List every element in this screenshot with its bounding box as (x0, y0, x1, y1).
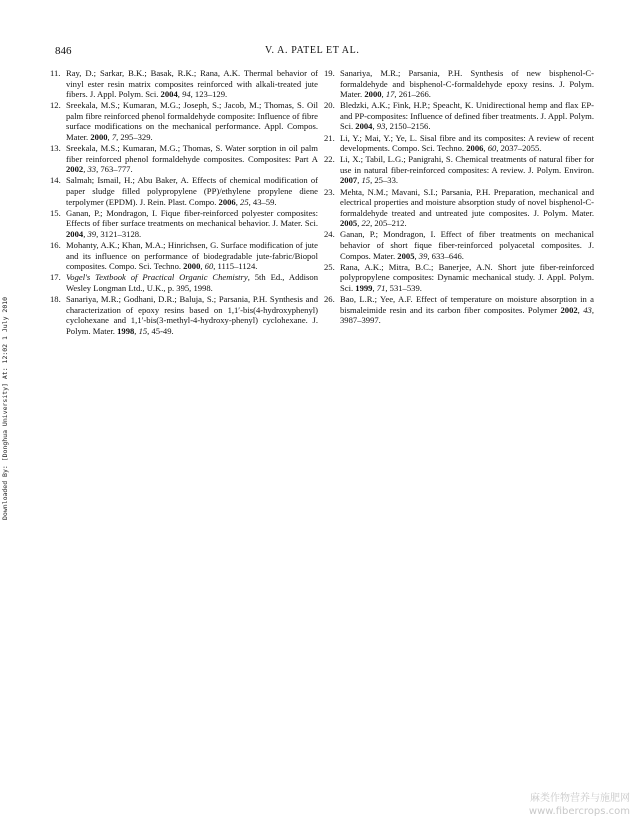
reference-item: 24. Ganan, P.; Mondragon, I. Effect of fiber treatments on mechanical behavior of short fique fiber-reinforced polyacetal composites. J. Compos. Mater. 2005, 39, 633–646. (324, 229, 594, 261)
reference-item: 22. Li, X.; Tabil, L.G.; Panigrahi, S. Chemical treatments of natural fiber for use in natural fiber-reinforced composites: A review. J. Polym. Environ. 2007, 15, 25–33. (324, 154, 594, 186)
reference-number: 22. (324, 154, 335, 165)
references-right-column (324, 68, 594, 326)
reference-number: 12. (50, 100, 61, 111)
reference-number: 11. (50, 68, 61, 78)
reference-number: 15. (50, 207, 61, 218)
reference-item: 23. Mehta, N.M.; Mavani, S.I.; Parsania, P.H. Preparation, mechanical and electrical properties and moisture absorption study of novel bisphenol-C-formaldehyde treated and untreated jute composites. J. Polym. Mater. 2005, 22, 205–212. (324, 186, 594, 229)
reference-item: 20. Bledzki, A.K.; Fink, H.P.; Speacht, K. Unidirectional hemp and flax EP- and PP-composites: Influence of defined fiber treatments. J. Appl. Polym. Sci. 2004, 93, 2150–2156. (324, 100, 594, 132)
reference-item: 19. Sanariya, M.R.; Parsania, P.H. Synthesis of new bisphenol-C-formaldehyde and bisphenol-C-formaldehyde epoxy resins. J. Polym. Mater. 2000, 17, 261–266. (324, 68, 594, 100)
reference-number: 20. (324, 100, 335, 111)
reference-item: 21. Li, Y.; Mai, Y.; Ye, L. Sisal fibre and its composites: A review of recent developments. Compo. Sci. Techno. 2006, 60, 2037–2055. (324, 132, 594, 154)
reference-item: 17. Vogel's Textbook of Practical Organic Chemistry, 5th Ed., Addison Wesley Longman Ltd., U.K., p. 395, 1998. (50, 272, 318, 293)
reference-number: 14. (50, 175, 61, 186)
reference-number: 18. (50, 293, 61, 304)
running-head: V. A. PATEL ET AL. (265, 45, 360, 56)
page-number: 846 (55, 45, 72, 57)
download-stamp: Downloaded By: [Donghua University] At: 12:02 1 July 2010 (1, 296, 9, 520)
reference-item: 14. Salmah; Ismail, H.; Abu Baker, A. Effects of chemical modification of paper sludge filled polypropylene (PP)/ethylene propylene diene terpolymer (EPDM). J. Rein. Plast. Compo. 2006, 25, 43–59. (50, 175, 318, 207)
reference-item: 26. Bao, L.R.; Yee, A.F. Effect of temperature on moisture absorption in a bismaleimide resin and its carbon fiber composites. Polymer 2002, 43, 3987–3997. (324, 293, 594, 326)
reference-number: 17. (50, 272, 61, 283)
reference-number: 21. (324, 132, 335, 143)
references-left-column (50, 68, 318, 337)
reference-number: 16. (50, 240, 61, 250)
reference-number: 26. (324, 293, 335, 304)
site-watermark (512, 792, 630, 818)
reference-number: 24. (324, 229, 335, 240)
reference-item: 25. Rana, A.K.; Mitra, B.C.; Banerjee, A.N. Short jute fiber-reinforced polypropylene composites: Dynamic mechanical study. J. Appl. Polym. Sci. 1999, 71, 531–539. (324, 261, 594, 293)
reference-item: 12. Sreekala, M.S.; Kumaran, M.G.; Joseph, S.; Jacob, M.; Thomas, S. Oil palm fibre reinforced phenol formaldehyde composite: Influence of fibre surface modifications on the mechanical performance. Appl. Compos. Mater. 2000, 7, 295–329. (50, 100, 318, 143)
reference-item: 11. Ray, D.; Sarkar, B.K.; Basak, R.K.; Rana, A.K. Thermal behavior of vinyl ester resin matrix composites reinforced with alkali-treated jute fibers. J. Appl. Polym. Sci. 2004, 94, 123–129. (50, 68, 318, 100)
reference-number: 23. (324, 186, 335, 197)
reference-number: 19. (324, 68, 335, 78)
reference-item: 16. Mohanty, A.K.; Khan, M.A.; Hinrichsen, G. Surface modification of jute and its influence on performance of biodegradable jute-fabric/Biopol composites. Compo. Sci. Techno. 2000, 60, 1115–1124. (50, 240, 318, 272)
reference-number: 25. (324, 261, 335, 272)
watermark-line-chinese: 麻类作物营养与施肥网 (530, 793, 630, 804)
reference-item: 18. Sanariya, M.R.; Godhani, D.R.; Baluja, S.; Parsania, P.H. Synthesis and characterization of epoxy resins based on 1,1′-bis(4-hydroxyphenyl) cyclohexane and 1,1′-bis(3-methyl-4-hydroxy-phenyl) cyclohexane. J. Polym. Mater. 1998, 15, 45-49. (50, 293, 318, 336)
watermark-line-url: www.fibercrops.com (528, 806, 630, 817)
reference-item: 15. Ganan, P.; Mondragon, I. Fique fiber-reinforced polyester composites: Effects of fiber surface treatments on mechanical behavior. J. Mater. Sci. 2004, 39, 3121–3128. (50, 207, 318, 239)
reference-number: 13. (50, 143, 61, 154)
reference-item: 13. Sreekala, M.S.; Kumaran, M.G.; Thomas, S. Water sorption in oil palm fiber reinforced phenol formaldehyde composites. Composites: Part A 2002, 33, 763–777. (50, 143, 318, 175)
